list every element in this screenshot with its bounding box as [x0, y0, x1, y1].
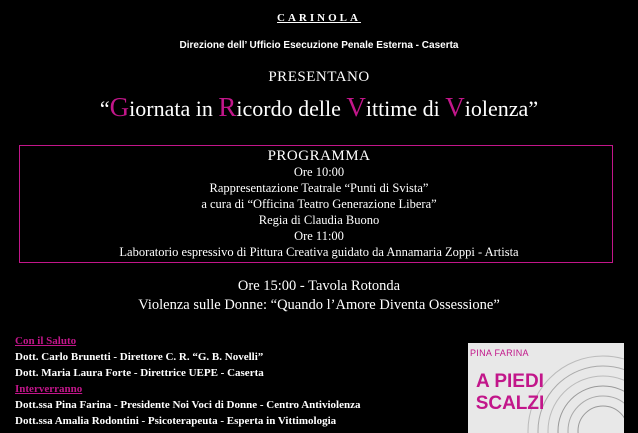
- department-line: Direzione dell’ Ufficio Esecuzione Penale Esterna - Caserta: [179, 40, 459, 51]
- saluto-person: Dott. Carlo Brunetti - Direttore C. R. “G. B. Novelli”: [15, 351, 264, 363]
- title-open-quote: “: [99, 96, 110, 121]
- title-initial: G: [109, 92, 130, 122]
- book-title-line: A PIEDI: [476, 371, 544, 392]
- program-regia: [0, 213, 638, 228]
- roundtable-topic: Violenza sulle Donne: “Quando l’Amore Diventa Ossessione”: [138, 297, 500, 313]
- roundtable-time: Ore 15:00 - Tavola Rotonda: [237, 278, 401, 294]
- title-word: iolenza: [464, 96, 529, 121]
- title-initial: V: [346, 92, 366, 122]
- title-initial: R: [218, 92, 237, 122]
- interventi-person: Dott.ssa Amalia Rodontini - Psicoterapeuta - Esperta in Vittimologia: [15, 415, 337, 427]
- title-close-quote: ”: [528, 96, 539, 121]
- program-time-1: Ore 10:00: [293, 165, 345, 179]
- org-name: CARINOLA: [277, 12, 361, 24]
- interventi-heading: Interverranno: [15, 383, 83, 395]
- title-initial: V: [445, 92, 465, 122]
- regia-name: Claudia Buono: [303, 213, 380, 227]
- title-word: icordo delle: [236, 96, 347, 121]
- book-title-line: SCALZI: [475, 393, 545, 414]
- event-title: [0, 92, 638, 123]
- program-curator: a cura di “Officina Teatro Generazione Libera”: [201, 197, 437, 211]
- regia-label: Regia di: [258, 213, 304, 227]
- title-word: iornata in: [129, 96, 219, 121]
- program-title: PROGRAMMA: [267, 148, 371, 164]
- title-word: ittime di: [365, 96, 446, 121]
- program-theatre: Rappresentazione Teatrale “Punti di Svista”: [209, 181, 429, 195]
- book-title: [470, 371, 550, 415]
- program-time-2: Ore 11:00: [294, 229, 344, 243]
- presentano-label: PRESENTANO: [268, 69, 370, 85]
- program-workshop: Laboratorio espressivo di Pittura Creativa guidato da Annamaria Zoppi - Artista: [119, 245, 519, 259]
- saluto-person: Dott. Maria Laura Forte - Direttrice UEPE - Caserta: [15, 367, 264, 379]
- interventi-person: Dott.ssa Pina Farina - Presidente Noi Voci di Donne - Centro Antiviolenza: [15, 399, 361, 411]
- book-author: PINA FARINA: [470, 348, 529, 358]
- saluto-heading: Con il Saluto: [15, 335, 77, 347]
